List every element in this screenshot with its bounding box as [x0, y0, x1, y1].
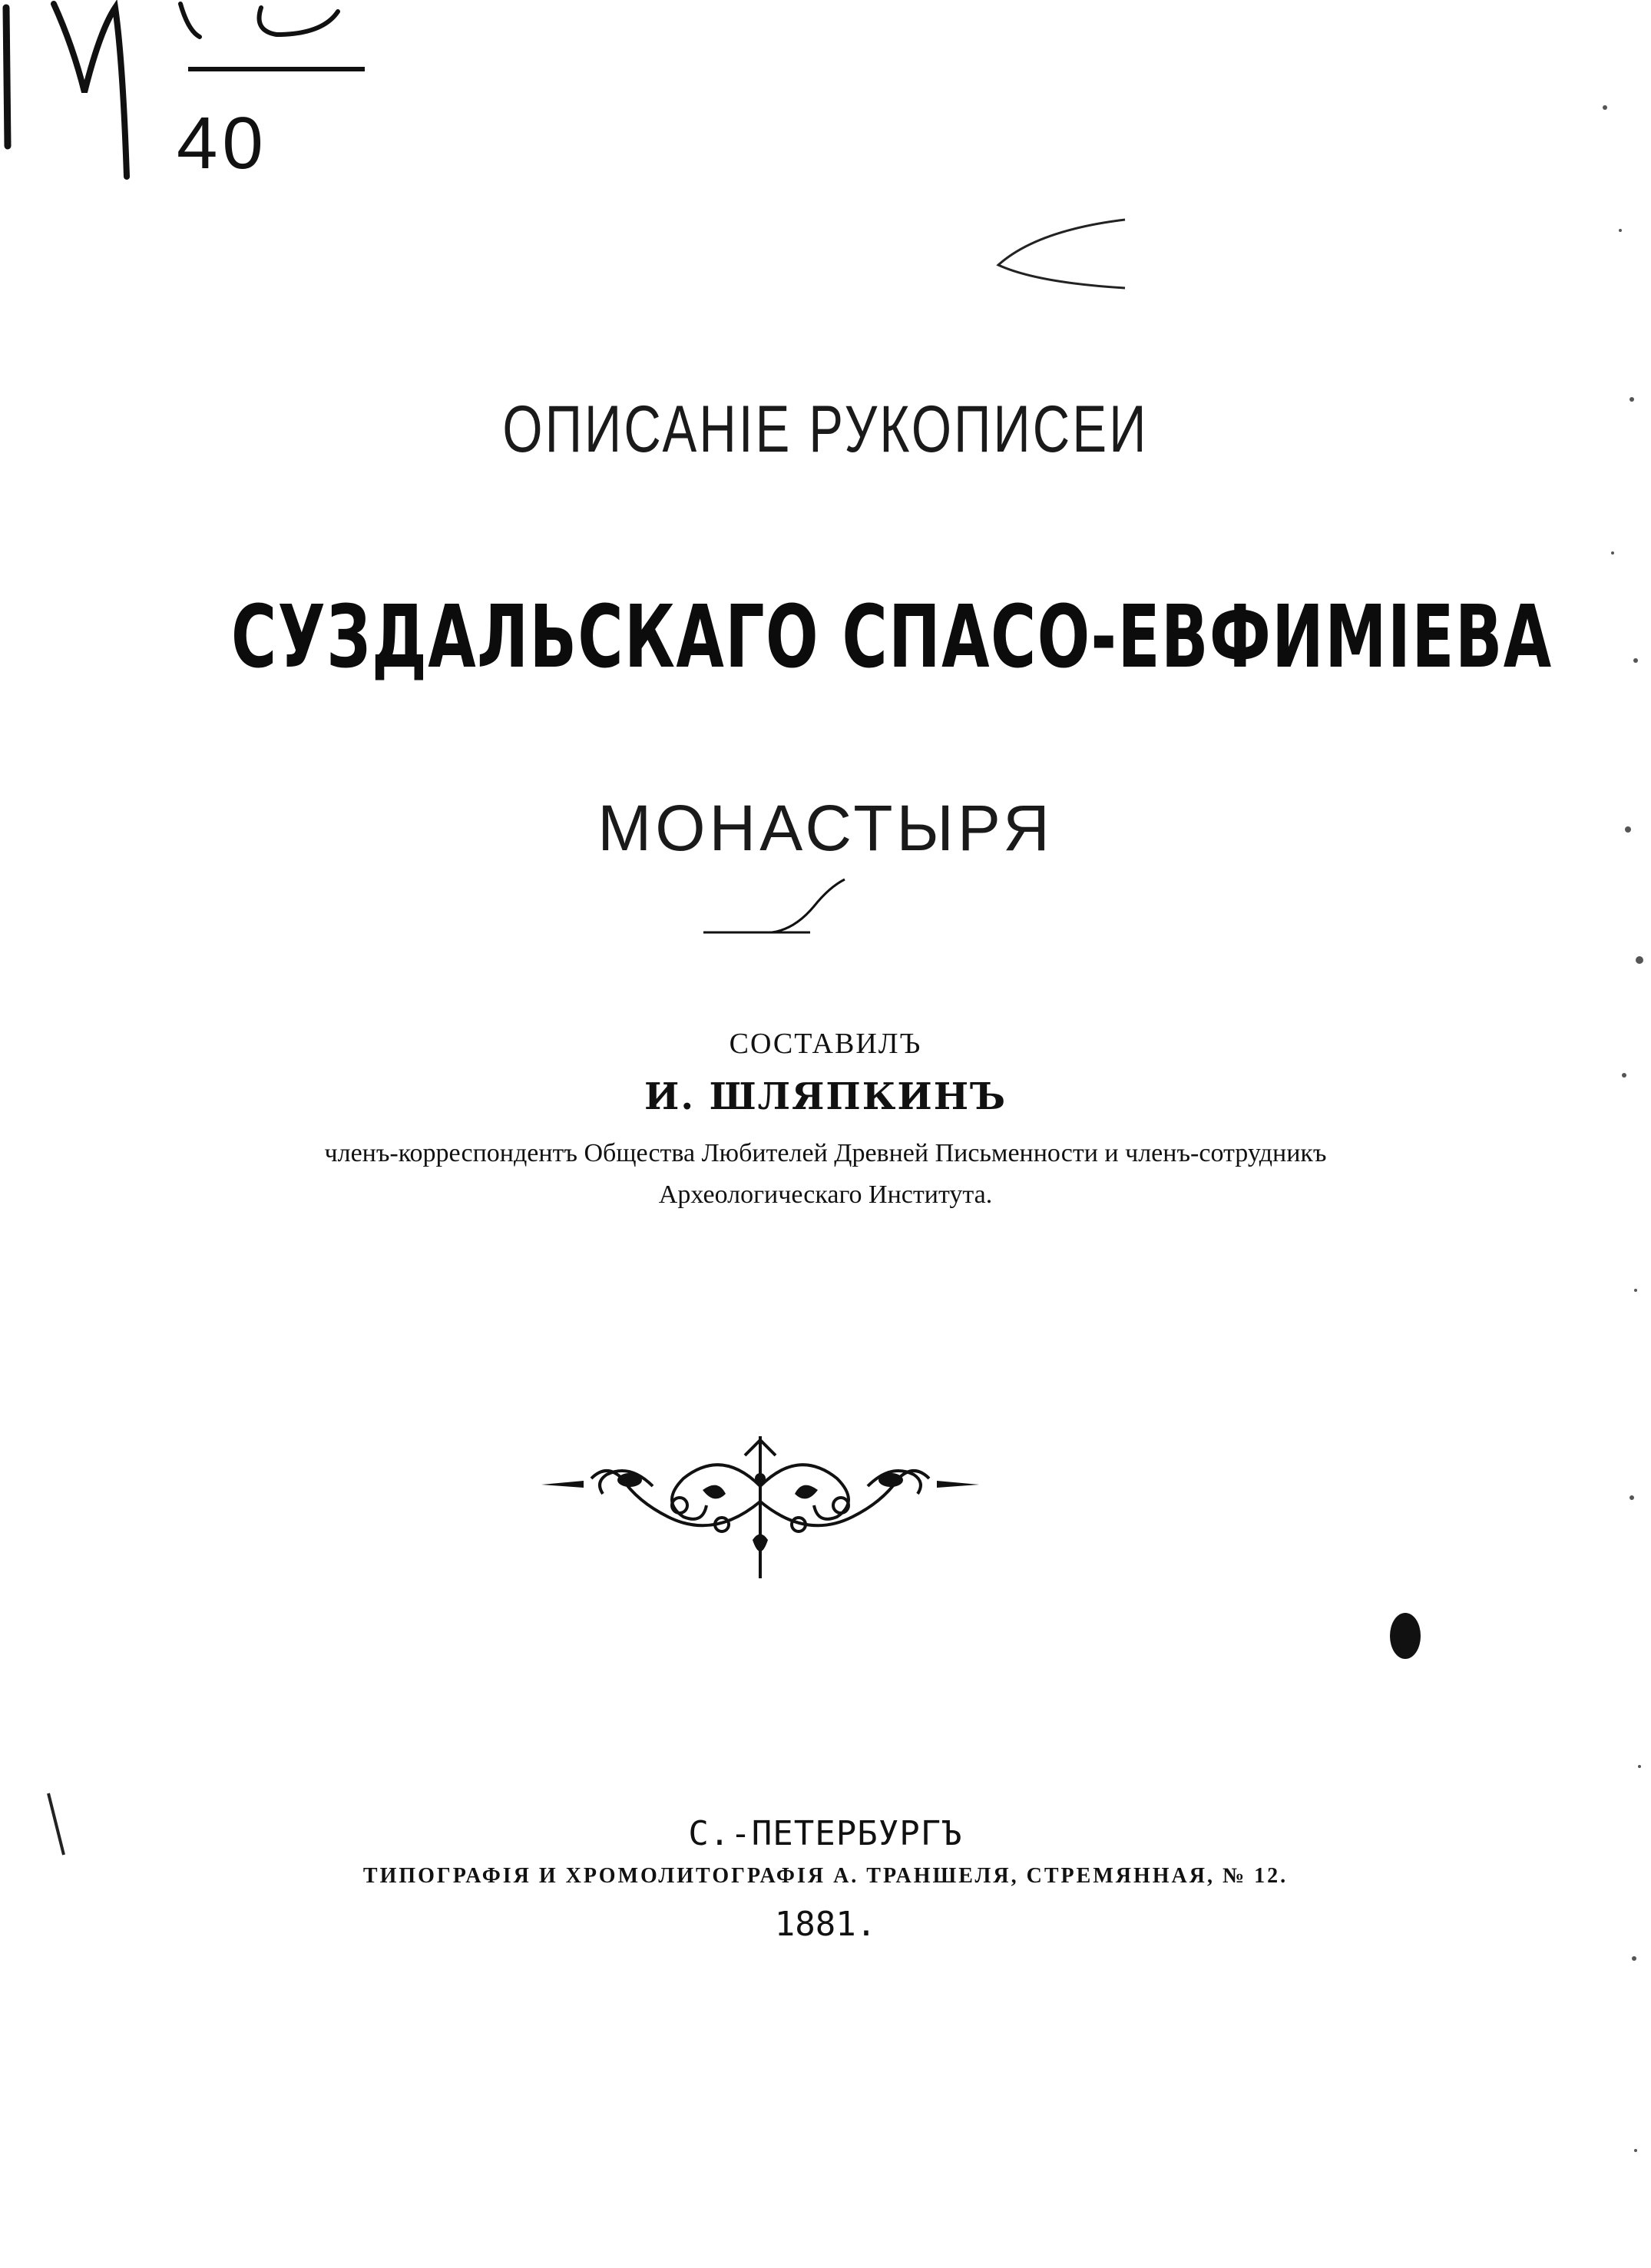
imprint-printer: ТИПОГРАФІЯ И ХРОМОЛИТОГРАФІЯ А. ТРАНШЕЛЯ, СТРЕМЯННАЯ, № 12.: [362, 1864, 1289, 1888]
title-line-2: СУЗДАЛЬСКАГО СПАСО-ЕВФИМІЕВА: [230, 588, 1553, 687]
title-line-1: ОПИСАНІЕ РУКОПИСЕИ: [502, 392, 1149, 466]
edge-speckles: [1559, 0, 1651, 2268]
shelfmark-number: 40: [177, 102, 268, 184]
ink-blot: [1382, 1605, 1428, 1667]
title-divider-ornament: [699, 876, 868, 937]
imprint-city: С.-ПЕТЕРБУРГЪ: [688, 1814, 963, 1853]
author-name: И. ШЛЯПКИНЪ: [644, 1075, 1007, 1118]
compiled-by-label: СОСТАВИЛЪ: [729, 1028, 922, 1060]
title-line-3: МОНАСТЫРЯ: [597, 792, 1054, 864]
imprint-year: 1881.: [774, 1905, 877, 1944]
handwritten-shelfmark: [0, 0, 384, 200]
floral-vignette-ornament: [538, 1432, 1014, 1586]
stray-mark: [42, 1790, 73, 1866]
author-affiliation-line-1: членъ-корреспондентъ Общества Любителей Древней Письменности и членъ-сотрудникъ: [324, 1139, 1327, 1167]
author-affiliation-line-2: Археологическаго Института.: [658, 1180, 993, 1209]
pencil-mark: [991, 215, 1144, 292]
